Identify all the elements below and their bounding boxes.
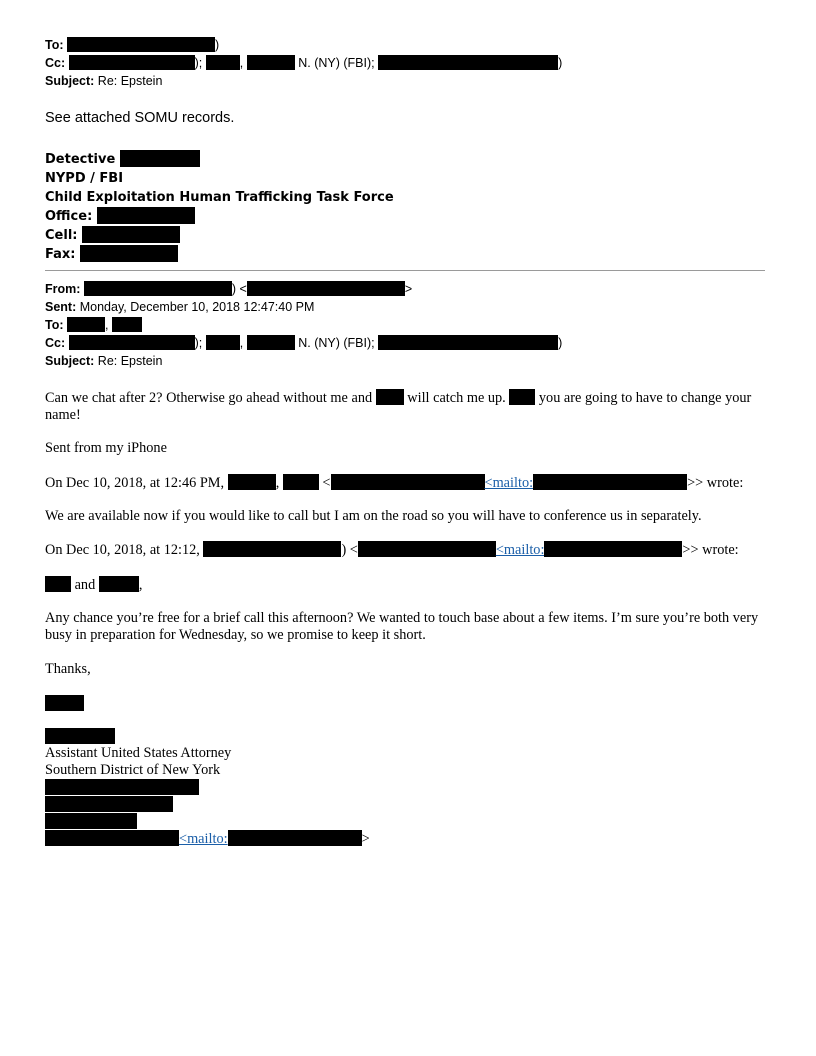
redaction — [509, 389, 535, 405]
redaction — [120, 150, 200, 167]
sender-email-line — [45, 830, 370, 848]
redaction — [376, 389, 404, 405]
mailto-link[interactable]: <mailto: — [484, 475, 534, 491]
message-3: Any chance you’re free for a brief call this afternoon? We wanted to touch base about a few items. I’m sure you’re both very busy in preparation for Wednesday, so we promise to keep it short. — [45, 610, 759, 643]
punctuation: , — [239, 336, 244, 350]
redaction — [69, 335, 195, 350]
wrote-text: >> wrote: — [682, 542, 739, 558]
sent-label: Sent: — [45, 300, 77, 314]
redaction — [247, 55, 295, 70]
sent-from-line: Sent from my iPhone — [45, 440, 167, 456]
redaction — [45, 830, 179, 846]
fwd-subject-line — [45, 352, 162, 370]
redaction — [378, 55, 558, 70]
punctuation: ) < — [341, 542, 358, 558]
reply-text: See attached SOMU records. — [45, 110, 235, 126]
redaction — [533, 474, 687, 490]
greeting-text: and — [74, 577, 96, 593]
cc-name-fragment: N. (NY) (FBI); — [298, 336, 375, 350]
punctuation: , — [138, 577, 143, 593]
redaction — [203, 541, 341, 557]
fwd-to-line — [45, 316, 142, 334]
punctuation: ) — [215, 38, 220, 52]
signature-org: NYPD / FBI — [45, 171, 124, 186]
wrote-text: >> wrote: — [687, 475, 744, 491]
mailto-link[interactable]: <mailto: — [495, 542, 545, 558]
redaction — [228, 830, 362, 846]
punctuation: ); — [194, 56, 203, 70]
header-cc-line — [45, 54, 562, 72]
punctuation: , — [105, 318, 109, 332]
redaction — [45, 728, 115, 744]
greeting-line — [45, 576, 142, 594]
sender-address-line — [45, 796, 173, 814]
sent-value: Monday, December 10, 2018 12:47:40 PM — [79, 300, 315, 314]
signature-fax — [45, 245, 178, 264]
punctuation: > — [361, 831, 370, 847]
fax-label: Fax: — [45, 247, 76, 262]
redaction — [97, 207, 195, 224]
cell-label: Cell: — [45, 228, 78, 243]
sender-district: Southern District of New York — [45, 762, 221, 778]
message-text: will catch me up. — [407, 390, 506, 406]
fwd-sent-line — [45, 298, 314, 316]
signature-unit: Child Exploitation Human Trafficking Task Force — [45, 190, 394, 205]
redaction — [45, 813, 137, 829]
fwd-from-line — [45, 280, 412, 298]
sender-title: Assistant United States Attorney — [45, 745, 232, 761]
punctuation: , — [239, 56, 244, 70]
punctuation: ) — [558, 56, 563, 70]
signature-title-text: Detective — [45, 152, 116, 167]
redaction — [84, 281, 232, 296]
sender-phone-line — [45, 813, 137, 831]
sender-name — [45, 728, 115, 746]
redaction — [544, 541, 682, 557]
redaction — [247, 335, 295, 350]
subject-label: Subject: — [45, 354, 95, 368]
redaction — [45, 695, 84, 711]
office-label: Office: — [45, 209, 93, 224]
redaction — [69, 55, 195, 70]
fwd-cc-line — [45, 334, 562, 352]
message-2: We are available now if you would like to call but I am on the road so you will have to conference us in separately. — [45, 508, 702, 524]
redaction — [206, 335, 240, 350]
punctuation: , — [275, 475, 280, 491]
message-text: Can we chat after 2? Otherwise go ahead without me and — [45, 390, 373, 406]
punctuation: < — [322, 475, 331, 491]
redaction — [331, 474, 485, 490]
subject-label: Subject: — [45, 74, 95, 88]
cc-name-fragment: N. (NY) (FBI); — [298, 56, 375, 70]
cc-label: Cc: — [45, 56, 66, 70]
punctuation: ) — [558, 336, 563, 350]
redaction — [45, 779, 199, 795]
redaction — [228, 474, 276, 490]
quote-prefix: On Dec 10, 2018, at 12:46 PM, — [45, 475, 225, 491]
divider — [45, 270, 765, 271]
redaction — [378, 335, 558, 350]
thanks-line: Thanks, — [45, 661, 91, 677]
redaction — [99, 576, 139, 592]
signature-office — [45, 207, 195, 226]
header-subject-line — [45, 72, 162, 90]
sender-initial — [45, 695, 84, 713]
mailto-link[interactable]: <mailto: — [179, 831, 228, 847]
quote-prefix: On Dec 10, 2018, at 12:12, — [45, 542, 200, 558]
redaction — [247, 281, 405, 296]
redaction — [45, 576, 71, 592]
redaction — [80, 245, 178, 262]
redaction — [67, 317, 105, 332]
redaction — [358, 541, 496, 557]
redaction — [206, 55, 240, 70]
punctuation: ); — [194, 336, 203, 350]
header-to-line — [45, 36, 219, 54]
quote-header-1 — [45, 474, 743, 492]
punctuation: > — [404, 282, 413, 296]
redaction — [112, 317, 142, 332]
punctuation: ) < — [231, 282, 247, 296]
message-text: you are going to have to change your name! — [45, 390, 752, 423]
from-label: From: — [45, 282, 81, 296]
redaction — [82, 226, 180, 243]
subject-value: Re: Epstein — [97, 354, 163, 368]
sender-address-line — [45, 779, 199, 797]
signature-title — [45, 150, 200, 169]
cc-label: Cc: — [45, 336, 66, 350]
redaction — [67, 37, 215, 52]
redaction — [45, 796, 173, 812]
redaction — [283, 474, 319, 490]
to-label: To: — [45, 38, 64, 52]
quote-header-2 — [45, 541, 739, 559]
to-label: To: — [45, 318, 64, 332]
message-1 — [45, 389, 770, 424]
subject-value: Re: Epstein — [97, 74, 163, 88]
signature-cell — [45, 226, 180, 245]
